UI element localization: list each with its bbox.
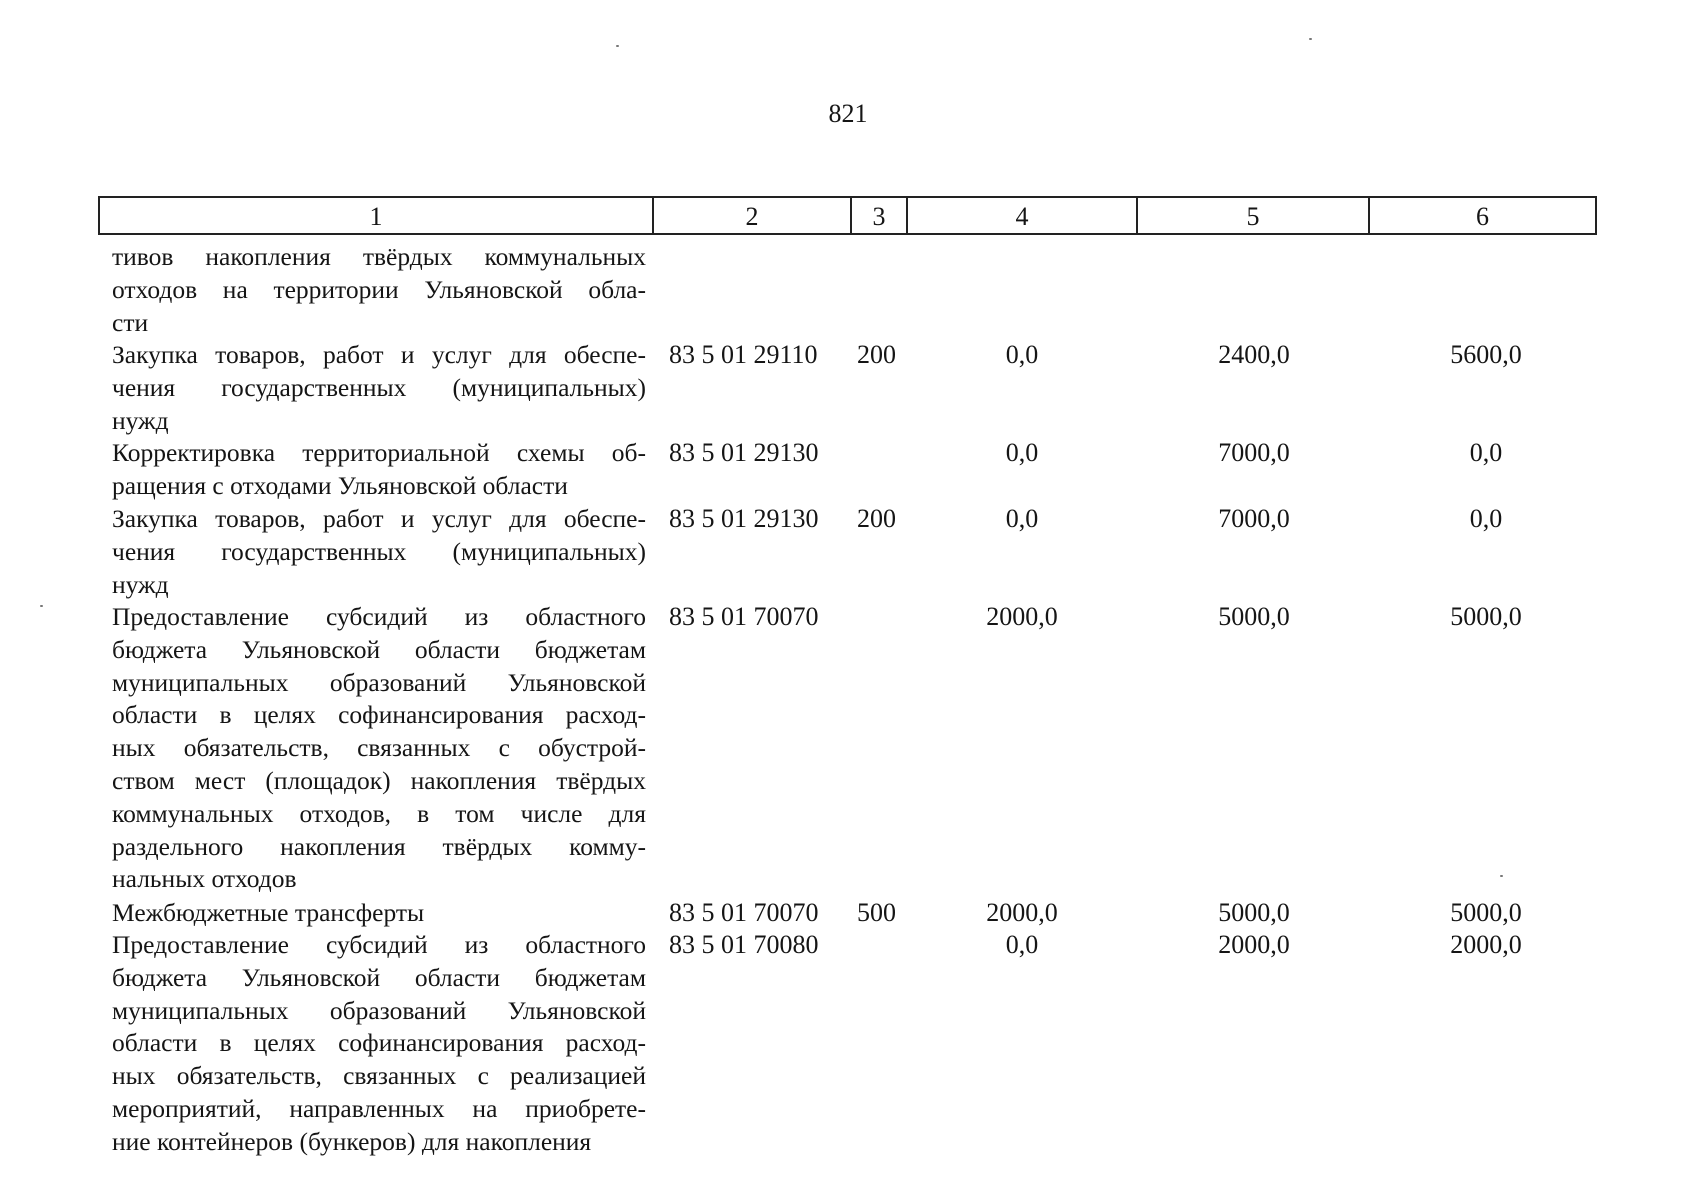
description-line: муниципальных образований Ульяновской <box>112 667 646 697</box>
header-col-2: 2 <box>654 198 852 233</box>
header-col-1: 1 <box>100 198 654 233</box>
description-line: ращения с отходами Ульяновской области <box>112 470 568 500</box>
budget-code: 83 5 01 29110 <box>669 340 818 369</box>
value-col-4: 0,0 <box>1005 504 1039 533</box>
scan-speck <box>40 605 43 607</box>
row-description <box>112 241 646 339</box>
description-line: Предоставление субсидий из областного <box>112 930 646 959</box>
value-col-6: 5000,0 <box>1450 898 1522 927</box>
value-col-6: 5600,0 <box>1450 340 1522 369</box>
description-line: коммунальных отходов, в том числе для <box>112 798 646 828</box>
description-line: отходов на территории Ульяновской обла- <box>112 274 646 304</box>
description-line: Закупка товаров, работ и услуг для обеспе- <box>112 340 646 369</box>
page-number: 821 <box>828 99 868 128</box>
description-line: ных обязательств, связанных с обустрой- <box>112 733 646 763</box>
expense-type: 200 <box>857 504 896 533</box>
budget-code: 83 5 01 70080 <box>669 930 819 959</box>
budget-code: 83 5 01 29130 <box>669 504 819 533</box>
row-description <box>112 929 646 1159</box>
description-line: сти <box>112 307 149 337</box>
row-description <box>112 437 646 503</box>
scan-speck <box>616 45 619 47</box>
expense-type: 500 <box>857 898 896 927</box>
description-line: нальных отходов <box>112 864 297 894</box>
budget-code: 83 5 01 70070 <box>669 602 819 631</box>
row-description <box>112 601 646 896</box>
description-line: нужд <box>112 405 169 435</box>
description-line: Закупка товаров, работ и услуг для обеспе- <box>112 504 646 533</box>
header-col-3: 3 <box>852 198 908 233</box>
row-description <box>112 897 646 930</box>
description-line: чения государственных (муниципальных) <box>112 536 646 566</box>
table-header <box>98 196 1597 235</box>
value-col-5: 7000,0 <box>1218 504 1290 533</box>
value-col-6: 0,0 <box>1469 504 1503 533</box>
value-col-4: 0,0 <box>1005 930 1039 959</box>
budget-code: 83 5 01 29130 <box>669 438 819 467</box>
value-col-4: 2000,0 <box>986 898 1058 927</box>
scan-speck <box>1309 38 1312 40</box>
header-col-5: 5 <box>1138 198 1370 233</box>
description-line: раздельного накопления твёрдых комму- <box>112 831 646 861</box>
value-col-5: 5000,0 <box>1218 898 1290 927</box>
budget-code: 83 5 01 70070 <box>669 898 819 927</box>
scan-speck <box>1500 875 1503 877</box>
value-col-6: 0,0 <box>1469 438 1503 467</box>
description-line: ние контейнеров (бункеров) для накопления <box>112 1126 592 1156</box>
value-col-4: 0,0 <box>1005 438 1039 467</box>
value-col-5: 2400,0 <box>1218 340 1290 369</box>
description-line: муниципальных образований Ульяновской <box>112 995 646 1025</box>
description-line: Межбюджетные трансферты <box>112 898 425 927</box>
header-col-4: 4 <box>908 198 1138 233</box>
header-col-6: 6 <box>1476 202 1489 231</box>
description-line: бюджета Ульяновской области бюджетам <box>112 634 646 664</box>
description-line: чения государственных (муниципальных) <box>112 372 646 402</box>
expense-type: 200 <box>857 340 896 369</box>
description-line: ных обязательств, связанных с реализацией <box>112 1061 646 1091</box>
value-col-5: 2000,0 <box>1218 930 1290 959</box>
description-line: нужд <box>112 569 169 599</box>
row-description <box>112 339 646 437</box>
value-col-4: 0,0 <box>1005 340 1039 369</box>
description-line: бюджета Ульяновской области бюджетам <box>112 962 646 992</box>
value-col-5: 5000,0 <box>1218 602 1290 631</box>
description-line: тивов накопления твёрдых коммунальных <box>112 242 646 271</box>
description-line: мероприятий, направленных на приобрете- <box>112 1093 646 1123</box>
description-line: ством мест (площадок) накопления твёрдых <box>112 765 646 795</box>
row-description <box>112 503 646 601</box>
value-col-6: 2000,0 <box>1450 930 1522 959</box>
value-col-4: 2000,0 <box>986 602 1058 631</box>
value-col-6: 5000,0 <box>1450 602 1522 631</box>
description-line: области в целях софинансирования расход- <box>112 700 646 730</box>
description-line: Корректировка территориальной схемы об- <box>112 438 646 467</box>
description-line: Предоставление субсидий из областного <box>112 602 646 631</box>
value-col-5: 7000,0 <box>1218 438 1290 467</box>
description-line: области в целях софинансирования расход- <box>112 1028 646 1058</box>
